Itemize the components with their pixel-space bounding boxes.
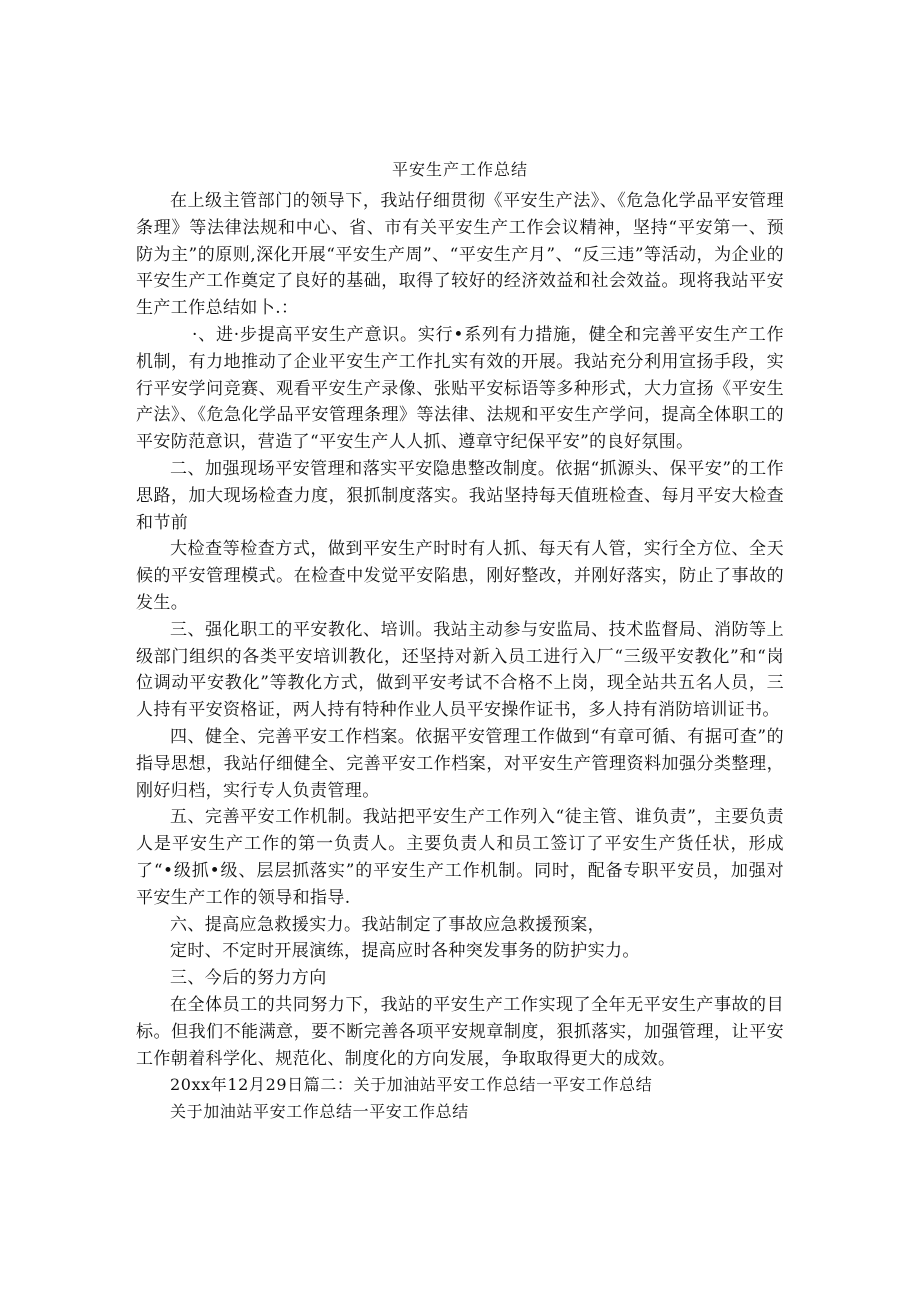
section-six-continued-paragraph: 定时、不定时开展演练，提高应时各种突发事务的防护实力。: [170, 941, 640, 962]
future-direction-heading: 三、今后的努力方向: [170, 968, 327, 989]
section-five-paragraph: 五、完善平安工作机制。我站把平安生产工作列入“徒主管、谁负责”，主要负责人是平安生产工作的第一负责人。主要负责人和员工签订了平安生产货任状，形成了“•级抓•级、层层抓落实”的平安生产工作机制。同时，配备专职平安员，加强对平安生产工作的领导和指导.: [136, 807, 784, 908]
section-two-continued-paragraph: 大检查等检查方式，做到平安生产时时有人抓、每天有人管，实行全方位、全天候的平安管理模式。在检查中发觉平安陷患，刚好整改，并刚好落实，防止了事故的发生。: [136, 539, 784, 613]
date-and-next-title: 20xx年12月29日篇二：关于加油站平安工作总结一平安工作总结: [170, 1075, 653, 1095]
document-title: 平安生产工作总结: [391, 160, 528, 179]
section-three-paragraph: 三、强化职工的平安教化、培训。我站主动参与安监局、技术监督局、消防等上级部门组织的各类平安培训教化，还坚持对新入员工进行入厂“三级平安教化”和“岗位调动平安教化”等教化方式，做到平安考试不合格不上岗，现全站共五名人员，三人持有平安资格证，两人持有特种作业人员平安操作证书，多人持有消防培训证书。: [136, 619, 784, 721]
section-two-paragraph: 二、加强现场平安管理和落实平安隐患整改制度。依据“抓源头、保平安”的工作思路，加大现场检查力度，狠抓制度落实。我站坚持每天值班检查、每月平安大检查和节前: [136, 458, 784, 533]
section-six-paragraph: 六、提高应急救援实力。我站制定了事故应急救援预案，: [170, 914, 605, 935]
intro-paragraph: 在上级主管部门的领导下，我站仔细贯彻《平安生产法》、《危急化学品平安管理条理》等法律法规和中心、省、市有关平安生产工作会议精神，坚持“平安第一、预防为主”的原则,深化开展“平安生产周”、“平安生产月”、“反三违”等活动，为企业的平安生产工作奠定了良好的基础，取得了较好的经济效益和社会效益。现将我站平安生产工作总结如卜.：: [136, 191, 784, 319]
section-four-paragraph: 四、健全、完善平安工作档案。依据平安管理工作做到“有章可循、有据可查”的指导思想，我站仔细健全、完善平安工作档案，对平安生产管理资料加强分类整理，刚好归档，实行专人负责管理。: [136, 726, 784, 801]
future-direction-paragraph: 在全体员工的共同努力下，我站的平安生产工作实现了全年无平安生产事故的目标。但我们不能满意，要不断完善各项平安规章制度，狠抓落实，加强管理，让平安工作朝着科学化、规范化、制度化的方向发展，争取取得更大的成效。: [136, 994, 784, 1069]
section-one-paragraph: ·、进·步提高平安生产意识。实行•系列有力措施，健全和完善平安生产工作机制，有力地推动了企业平安生产工作扎实有效的开展。我站充分利用宣扬手段，实行平安学问竞赛、观看平安生产录像、张贴平安标语等多种形式，大力宣扬《平安生产法》、《危急化学品平安管理条理》等法律、法规和平安生产学问，提高全体职工的平安防范意识，营造了“平安生产人人抓、遵章守纪保平安”的良好氛围。: [136, 324, 784, 453]
next-article-title: 关于加油站平安工作总结一平安工作总结: [170, 1102, 469, 1122]
document-page: [136, 158, 784, 1126]
